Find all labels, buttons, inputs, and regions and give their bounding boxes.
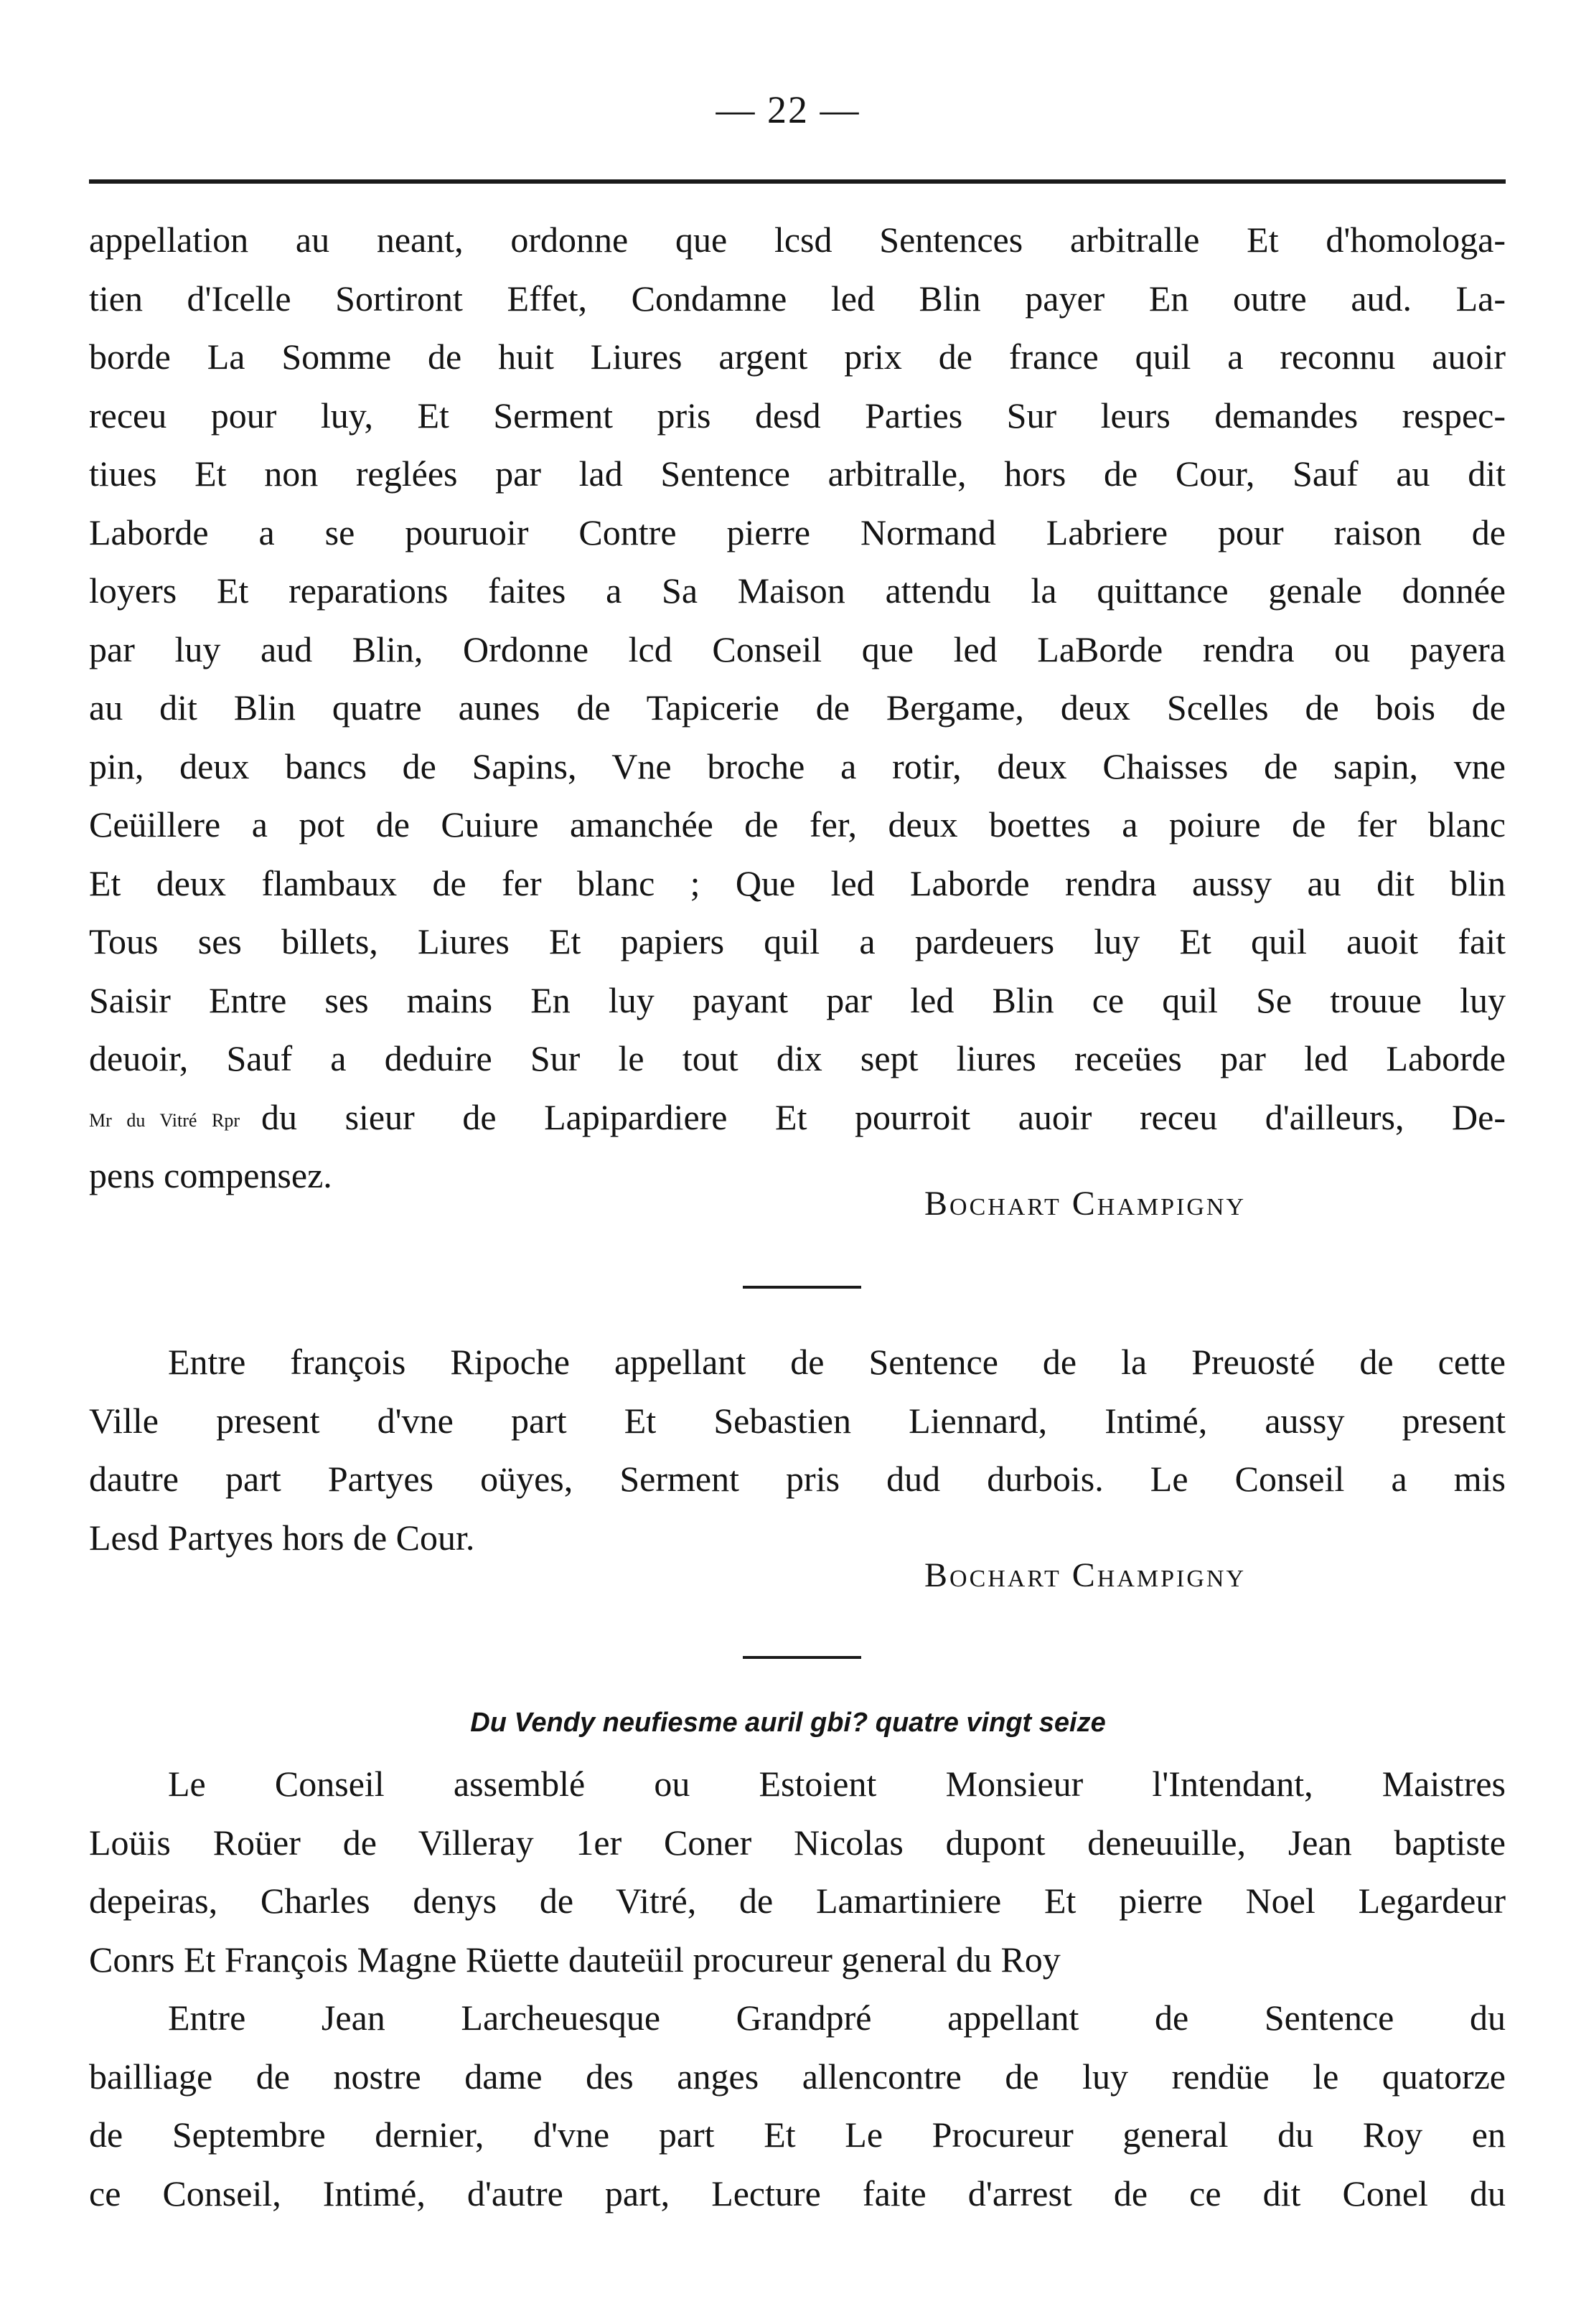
text-line: dautre part Partyes oüyes, Serment pris dud durbois. Le Conseil a mis	[89, 1459, 1506, 1499]
text-line-with-note	[89, 1088, 1506, 1147]
text-line: par luy aud Blin, Ordonne lcd Conseil que led LaBorde rendra ou payera	[89, 629, 1506, 669]
text-line: appellation au neant, ordonne que lcsd Sentences arbitralle Et d'homologa-	[89, 220, 1506, 260]
text-line: Saisir Entre ses mains En luy payant par led Blin ce quil Se trouue luy	[89, 979, 1506, 1020]
text-line: bailliage de nostre dame des anges allencontre de luy rendüe le quatorze	[89, 2056, 1506, 2097]
text-line: Entre françois Ripoche appellant de Sentence de la Preuosté de cette	[168, 1342, 1506, 1382]
text-line: Loüis Roüer de Villeray 1er Coner Nicolas dupont deneuuille, Jean baptiste	[89, 1822, 1506, 1863]
paragraph-judgment-blin	[89, 211, 1506, 1205]
text-line: pens compensez.	[89, 1155, 332, 1195]
text-line: Tous ses billets, Liures Et papiers quil a pardeuers luy Et quil auoit fait	[89, 921, 1506, 961]
date-heading: Du Vendy neufiesme auril gbi? quatre vingt seize	[470, 1708, 1106, 1738]
paragraph-ripoche	[89, 1333, 1506, 1567]
text-line: tiues Et non reglées par lad Sentence arbitralle, hors de Cour, Sauf au dit	[89, 453, 1506, 494]
text-line: Ceüillere a pot de Cuiure amanchée de fer, deux boettes a poiure de fer blanc	[89, 804, 1506, 845]
text-line: ce Conseil, Intimé, d'autre part, Lecture faite d'arrest de ce dit Conel du	[89, 2173, 1506, 2214]
text-line: deuoir, Sauf a deduire Sur le tout dix sept liures receües par led Laborde	[89, 1038, 1506, 1078]
text-line: Ville present d'vne part Et Sebastien Liennard, Intimé, aussy present	[89, 1400, 1506, 1441]
margin-note: Mr du Vitré Rpr	[89, 1110, 240, 1132]
text-line: pin, deux bancs de Sapins, Vne broche a rotir, deux Chaisses de sapin, vne	[89, 745, 1506, 786]
text-line: au dit Blin quatre aunes de Tapicerie de Bergame, deux Scelles de bois de	[89, 687, 1506, 728]
text-line: Le Conseil assemblé ou Estoient Monsieur l'Intendant, Maistres	[168, 1764, 1506, 1804]
signature: Bochart Champigny	[924, 1556, 1247, 1594]
text-line: loyers Et reparations faites a Sa Maison attendu la quittance genale donnée	[89, 570, 1506, 611]
page-number: — 22 —	[716, 88, 860, 131]
signature: Bochart Champigny	[924, 1185, 1247, 1223]
text-line: Et deux flambaux de fer blanc ; Que led Laborde rendra aussy au dit blin	[89, 862, 1506, 903]
text-line: borde La Somme de huit Liures argent prix de france quil a reconnu auoir	[89, 337, 1506, 377]
text-line: de Septembre dernier, d'vne part Et Le Procureur general du Roy en	[89, 2114, 1506, 2155]
section-separator	[743, 1656, 861, 1659]
text-line: depeiras, Charles denys de Vitré, de Lamartiniere Et pierre Noel Legardeur	[89, 1881, 1506, 1921]
section-separator	[743, 1286, 861, 1289]
text-line: receu pour luy, Et Serment pris desd Parties Sur leurs demandes respec-	[89, 395, 1506, 436]
paragraph-council-assembled	[89, 1755, 1506, 2223]
header-rule	[89, 179, 1506, 184]
text-line: tien d'Icelle Sortiront Effet, Condamne led Blin payer En outre aud. La-	[89, 278, 1506, 319]
text-line: Lesd Partyes hors de Cour.	[89, 1517, 475, 1558]
text-line: Entre Jean Larcheuesque Grandpré appellant de Sentence du	[168, 1998, 1506, 2038]
text-fragment: du sieur de Lapipardiere Et pourroit auoir receu d'ailleurs, De-	[261, 1096, 1506, 1137]
text-line: Conrs Et François Magne Rüette dauteüil procureur general du Roy	[89, 1939, 1061, 1980]
text-line: Laborde a se pouruoir Contre pierre Normand Labriere pour raison de	[89, 512, 1506, 552]
